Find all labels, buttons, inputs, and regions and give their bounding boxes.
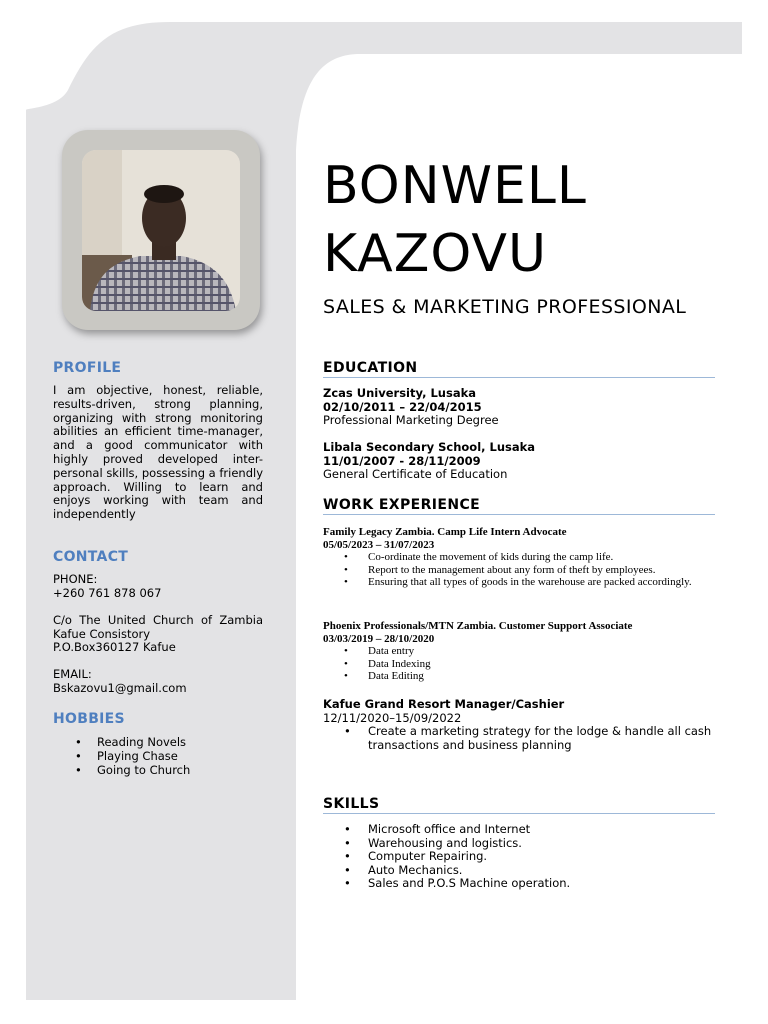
- job-bullet: • Data Indexing: [368, 658, 718, 671]
- hobby-item: • Going to Church: [97, 764, 263, 778]
- job-dates: 05/05/2023 – 31/07/2023: [323, 538, 435, 551]
- education-award: Professional Marketing Degree: [323, 413, 499, 428]
- contact-address-line3: P.O.Box360127 Kafue: [53, 640, 176, 654]
- profile-text: I am objective, honest, reliable, results-driven, strong planning, organizing with strong monitoring abilities an efficient time-manager, and a good communicator with highly proved developed inter-personal skills, possessing a friendly approach. Willing to learn and enjoys working with team and independently: [53, 383, 264, 522]
- skill-item: • Computer Repairing.: [368, 850, 718, 864]
- contact-phone: +260 761 878 067: [53, 586, 162, 600]
- job-title: Phoenix Professionals/MTN Zambia. Customer Support Associate: [323, 620, 633, 632]
- job-dates: 03/03/2019 – 28/10/2020: [323, 632, 435, 645]
- job-title: Family Legacy Zambia. Camp Life Intern Advocate: [323, 526, 567, 538]
- contact-heading: CONTACT: [53, 549, 129, 565]
- profile-photo: [82, 150, 240, 311]
- job-bullet: • Data Editing: [368, 670, 718, 683]
- profile-heading: PROFILE: [53, 360, 122, 376]
- skills-list: [323, 823, 718, 891]
- first-name: BONWELL: [323, 156, 587, 216]
- skill-item: • Warehousing and logistics.: [368, 837, 718, 851]
- work-heading: WORK EXPERIENCE: [323, 497, 715, 515]
- contact-phone-label: PHONE:: [53, 572, 98, 586]
- education-heading: EDUCATION: [323, 360, 715, 378]
- contact-address-line2: Kafue Consistory: [53, 627, 151, 641]
- job-title: SALES & MARKETING PROFESSIONAL: [323, 296, 687, 318]
- job-title: Kafue Grand Resort Manager/Cashier: [323, 697, 565, 711]
- hobbies-list: [53, 736, 263, 777]
- skills-heading: SKILLS: [323, 796, 715, 814]
- job-bullet: • Co-ordinate the movement of kids during the camp life.: [368, 551, 718, 564]
- education-school: Libala Secondary School, Lusaka: [323, 440, 536, 454]
- skill-item: • Auto Mechanics.: [368, 864, 718, 878]
- contact-address-line1: C/o The United Church of Zambia: [53, 613, 263, 627]
- education-award: General Certificate of Education: [323, 467, 508, 482]
- contact-email[interactable]: Bskazovu1@gmail.com: [53, 681, 187, 695]
- job-entry: [323, 698, 718, 752]
- education-entry: [323, 441, 718, 482]
- job-dates: 12/11/2020–15/09/2022: [323, 710, 462, 725]
- profile-photo-frame: [62, 130, 260, 330]
- candidate-name: [323, 152, 587, 288]
- last-name: KAZOVU: [323, 224, 548, 284]
- education-entry: [323, 387, 718, 428]
- job-bullet: • Create a marketing strategy for the lodge & handle all cash transactions and business planning: [368, 725, 718, 752]
- job-entry: [323, 526, 718, 589]
- education-dates: 02/10/2011 – 22/04/2015: [323, 399, 482, 414]
- contact-email-label: EMAIL:: [53, 667, 92, 681]
- job-bullet: • Data entry: [368, 645, 718, 658]
- hobby-item: • Playing Chase: [97, 750, 263, 764]
- job-bullet: • Report to the management about any form of theft by employees.: [368, 564, 718, 577]
- education-school: Zcas University, Lusaka: [323, 386, 476, 400]
- education-dates: 11/01/2007 - 28/11/2009: [323, 453, 481, 468]
- skill-item: • Sales and P.O.S Machine operation.: [368, 877, 718, 891]
- job-entry: [323, 620, 718, 683]
- hobbies-heading: HOBBIES: [53, 711, 125, 727]
- job-bullet: • Ensuring that all types of goods in the warehouse are packed accordingly.: [368, 576, 718, 589]
- skill-item: • Microsoft office and Internet: [368, 823, 718, 837]
- hobby-item: • Reading Novels: [97, 736, 263, 750]
